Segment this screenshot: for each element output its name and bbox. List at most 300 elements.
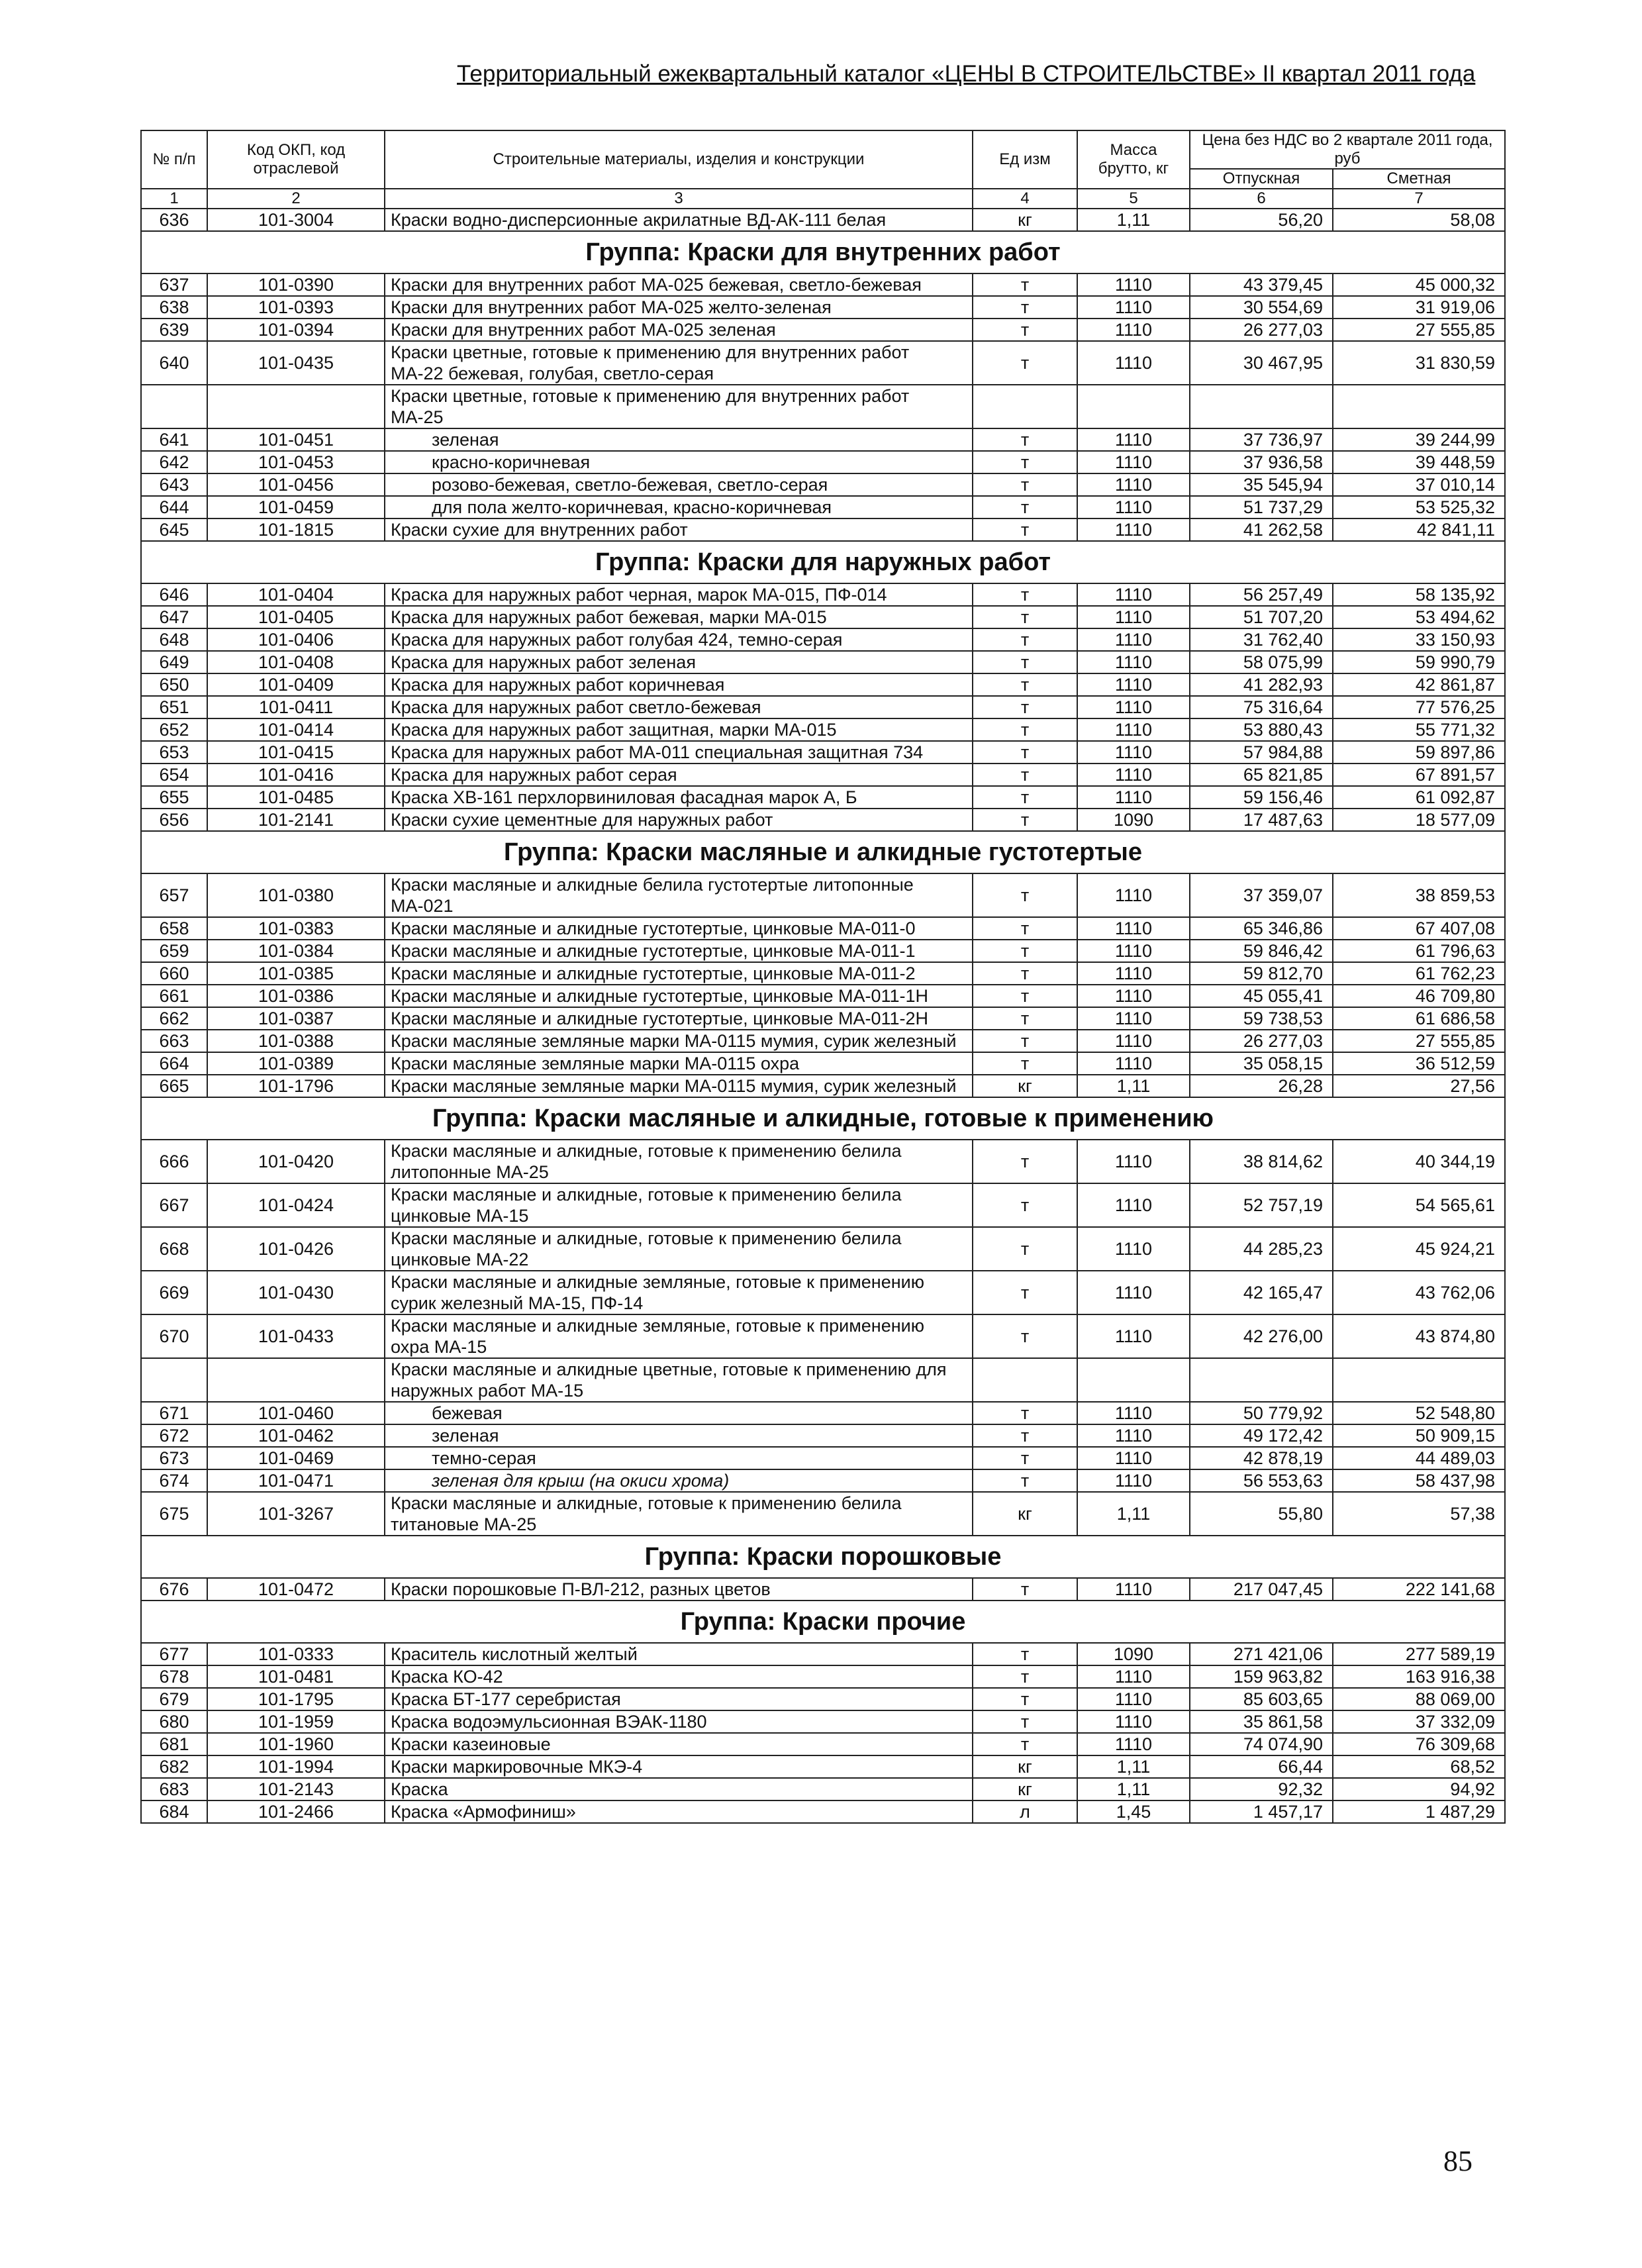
row-release-price: 59 738,53 <box>1190 1007 1333 1030</box>
row-code: 101-0389 <box>207 1052 385 1075</box>
row-release-price: 53 880,43 <box>1190 718 1333 741</box>
row-unit: т <box>973 341 1077 385</box>
table-row <box>141 496 1505 518</box>
row-code: 101-1795 <box>207 1688 385 1710</box>
row-name: Краски масляные и алкидные земляные, готовые к применению сурик железный МА-15, ПФ-14 <box>385 1271 973 1314</box>
row-release-price: 42 276,00 <box>1190 1314 1333 1358</box>
row-release-price: 43 379,45 <box>1190 273 1333 296</box>
row-name: Краски масляные и алкидные густотертые, цинковые МА-011-1Н <box>385 985 973 1007</box>
row-unit: т <box>973 1643 1077 1665</box>
table-row <box>141 451 1505 473</box>
row-name: Краски масляные и алкидные цветные, готовые к применению для наружных работ МА-15 <box>385 1358 973 1402</box>
row-estimate-price <box>1333 1358 1505 1402</box>
row-mass: 1,11 <box>1077 1778 1190 1800</box>
row-release-price: 49 172,42 <box>1190 1424 1333 1447</box>
row-unit: т <box>973 451 1077 473</box>
row-unit: т <box>973 628 1077 651</box>
row-unit <box>973 385 1077 428</box>
row-name: Краска водоэмульсионная ВЭАК-1180 <box>385 1710 973 1733</box>
group-title: Группа: Краски прочие <box>141 1601 1505 1643</box>
row-name: Краски для внутренних работ МА-025 зеленая <box>385 319 973 341</box>
row-number: 669 <box>141 1271 207 1314</box>
row-unit: т <box>973 696 1077 718</box>
col-num-header: № п/п <box>141 130 207 189</box>
group-header-row <box>141 1097 1505 1140</box>
row-estimate-price: 45 924,21 <box>1333 1227 1505 1271</box>
row-code: 101-0386 <box>207 985 385 1007</box>
row-mass: 1,11 <box>1077 209 1190 231</box>
group-header-row <box>141 831 1505 873</box>
row-unit: т <box>973 319 1077 341</box>
row-release-price: 42 878,19 <box>1190 1447 1333 1469</box>
row-name: Краски масляные и алкидные густотертые, цинковые МА-011-2Н <box>385 1007 973 1030</box>
row-unit: т <box>973 718 1077 741</box>
row-mass: 1090 <box>1077 1643 1190 1665</box>
row-number: 677 <box>141 1643 207 1665</box>
row-estimate-price: 163 916,38 <box>1333 1665 1505 1688</box>
row-release-price: 56,20 <box>1190 209 1333 231</box>
row-estimate-price: 39 448,59 <box>1333 451 1505 473</box>
row-number: 683 <box>141 1778 207 1800</box>
row-mass: 1110 <box>1077 1710 1190 1733</box>
table-row <box>141 518 1505 541</box>
row-code: 101-0380 <box>207 873 385 917</box>
row-name: зеленая <box>385 1424 973 1447</box>
row-unit: т <box>973 651 1077 673</box>
row-code: 101-1994 <box>207 1755 385 1778</box>
row-name: Краски масляные и алкидные белила густотертые литопонные МА-021 <box>385 873 973 917</box>
row-mass: 1110 <box>1077 1271 1190 1314</box>
row-mass: 1110 <box>1077 1314 1190 1358</box>
table-row <box>141 809 1505 831</box>
row-estimate-price: 42 861,87 <box>1333 673 1505 696</box>
row-code: 101-0384 <box>207 940 385 962</box>
row-release-price: 51 737,29 <box>1190 496 1333 518</box>
table-row <box>141 1402 1505 1424</box>
group-header-row <box>141 541 1505 583</box>
row-estimate-price: 88 069,00 <box>1333 1688 1505 1710</box>
table-row <box>141 1778 1505 1800</box>
row-name: Краски сухие цементные для наружных работ <box>385 809 973 831</box>
table-row <box>141 1052 1505 1075</box>
price-table-container <box>140 130 1504 1824</box>
row-estimate-price: 61 092,87 <box>1333 786 1505 809</box>
row-mass: 1110 <box>1077 985 1190 1007</box>
table-row <box>141 1688 1505 1710</box>
price-table <box>140 130 1506 1824</box>
row-release-price: 31 762,40 <box>1190 628 1333 651</box>
row-release-price: 17 487,63 <box>1190 809 1333 831</box>
row-unit: т <box>973 296 1077 319</box>
row-estimate-price: 55 771,32 <box>1333 718 1505 741</box>
row-estimate-price: 67 891,57 <box>1333 764 1505 786</box>
row-number: 668 <box>141 1227 207 1271</box>
row-mass: 1110 <box>1077 696 1190 718</box>
row-release-price: 271 421,06 <box>1190 1643 1333 1665</box>
col-mass-header: Масса брутто, кг <box>1077 130 1190 189</box>
row-name: Краситель кислотный желтый <box>385 1643 973 1665</box>
table-row <box>141 985 1505 1007</box>
table-row <box>141 583 1505 606</box>
row-name: Краска БТ-177 серебристая <box>385 1688 973 1710</box>
row-name: Краска для наружных работ голубая 424, темно-серая <box>385 628 973 651</box>
row-release-price: 51 707,20 <box>1190 606 1333 628</box>
row-estimate-price: 54 565,61 <box>1333 1183 1505 1227</box>
row-name: Краска для наружных работ коричневая <box>385 673 973 696</box>
row-name: Краски масляные и алкидные густотертые, цинковые МА-011-1 <box>385 940 973 962</box>
row-mass: 1,45 <box>1077 1800 1190 1823</box>
row-code: 101-0453 <box>207 451 385 473</box>
row-unit: т <box>973 673 1077 696</box>
row-number: 666 <box>141 1140 207 1183</box>
row-name: Краски масляные и алкидные густотертые, цинковые МА-011-0 <box>385 917 973 940</box>
row-number: 655 <box>141 786 207 809</box>
row-unit: кг <box>973 1755 1077 1778</box>
row-estimate-price: 38 859,53 <box>1333 873 1505 917</box>
row-release-price: 30 554,69 <box>1190 296 1333 319</box>
row-name: Краски для внутренних работ МА-025 желто-зеленая <box>385 296 973 319</box>
row-code: 101-0414 <box>207 718 385 741</box>
row-unit: т <box>973 1424 1077 1447</box>
table-row <box>141 1643 1505 1665</box>
row-release-price: 65 346,86 <box>1190 917 1333 940</box>
table-row <box>141 296 1505 319</box>
table-row <box>141 473 1505 496</box>
row-code: 101-0390 <box>207 273 385 296</box>
row-estimate-price: 31 919,06 <box>1333 296 1505 319</box>
row-name: Краски масляные и алкидные, готовые к применению белила цинковые МА-22 <box>385 1227 973 1271</box>
row-name: Краски масляные земляные марки МА-0115 охра <box>385 1052 973 1075</box>
row-name: Краски для внутренних работ МА-025 бежевая, светло-бежевая <box>385 273 973 296</box>
row-code: 101-3004 <box>207 209 385 231</box>
row-estimate-price: 68,52 <box>1333 1755 1505 1778</box>
row-code: 101-0430 <box>207 1271 385 1314</box>
row-mass: 1110 <box>1077 651 1190 673</box>
row-release-price: 59 846,42 <box>1190 940 1333 962</box>
row-estimate-price: 45 000,32 <box>1333 273 1505 296</box>
table-row <box>141 1710 1505 1733</box>
row-mass: 1110 <box>1077 496 1190 518</box>
row-release-price: 41 282,93 <box>1190 673 1333 696</box>
row-release-price: 55,80 <box>1190 1492 1333 1536</box>
row-estimate-price: 94,92 <box>1333 1778 1505 1800</box>
row-estimate-price: 31 830,59 <box>1333 341 1505 385</box>
row-name: Краска для наружных работ серая <box>385 764 973 786</box>
row-number: 679 <box>141 1688 207 1710</box>
row-unit: т <box>973 917 1077 940</box>
row-mass <box>1077 385 1190 428</box>
table-row <box>141 1733 1505 1755</box>
row-mass: 1110 <box>1077 518 1190 541</box>
table-row <box>141 341 1505 385</box>
row-name: красно-коричневая <box>385 451 973 473</box>
row-estimate-price: 58 437,98 <box>1333 1469 1505 1492</box>
table-row <box>141 1492 1505 1536</box>
row-code: 101-0459 <box>207 496 385 518</box>
table-row <box>141 1578 1505 1601</box>
row-code: 101-2141 <box>207 809 385 831</box>
row-number: 652 <box>141 718 207 741</box>
row-release-price: 65 821,85 <box>1190 764 1333 786</box>
row-name: Краски масляные и алкидные, готовые к применению белила цинковые МА-15 <box>385 1183 973 1227</box>
row-number: 657 <box>141 873 207 917</box>
column-index-row <box>141 189 1505 209</box>
group-header-row <box>141 1601 1505 1643</box>
row-code: 101-1815 <box>207 518 385 541</box>
row-estimate-price: 43 762,06 <box>1333 1271 1505 1314</box>
row-estimate-price: 58,08 <box>1333 209 1505 231</box>
row-estimate-price: 42 841,11 <box>1333 518 1505 541</box>
table-row <box>141 917 1505 940</box>
row-mass: 1110 <box>1077 1424 1190 1447</box>
row-code: 101-0333 <box>207 1643 385 1665</box>
row-release-price: 37 936,58 <box>1190 451 1333 473</box>
row-number: 665 <box>141 1075 207 1097</box>
row-estimate-price: 222 141,68 <box>1333 1578 1505 1601</box>
row-number <box>141 1358 207 1402</box>
row-mass: 1,11 <box>1077 1492 1190 1536</box>
table-row <box>141 1800 1505 1823</box>
row-unit: т <box>973 1140 1077 1183</box>
row-unit: т <box>973 962 1077 985</box>
col-release-header: Отпускная <box>1190 169 1333 189</box>
row-code: 101-0471 <box>207 1469 385 1492</box>
row-release-price: 58 075,99 <box>1190 651 1333 673</box>
row-unit: т <box>973 1183 1077 1227</box>
row-unit: т <box>973 1007 1077 1030</box>
table-row <box>141 696 1505 718</box>
row-estimate-price: 67 407,08 <box>1333 917 1505 940</box>
row-release-price: 30 467,95 <box>1190 341 1333 385</box>
row-name: Краска <box>385 1778 973 1800</box>
table-header <box>141 130 1505 209</box>
row-number: 639 <box>141 319 207 341</box>
row-number: 675 <box>141 1492 207 1536</box>
row-estimate-price: 39 244,99 <box>1333 428 1505 451</box>
row-unit: т <box>973 1271 1077 1314</box>
row-mass: 1110 <box>1077 1733 1190 1755</box>
row-mass: 1110 <box>1077 606 1190 628</box>
row-release-price: 26 277,03 <box>1190 1030 1333 1052</box>
col-unit-header: Ед изм <box>973 130 1077 189</box>
row-mass: 1110 <box>1077 741 1190 764</box>
row-unit: т <box>973 940 1077 962</box>
table-row <box>141 273 1505 296</box>
row-estimate-price: 27 555,85 <box>1333 1030 1505 1052</box>
row-number: 642 <box>141 451 207 473</box>
row-mass: 1110 <box>1077 1227 1190 1271</box>
row-number: 662 <box>141 1007 207 1030</box>
row-mass: 1110 <box>1077 296 1190 319</box>
group-header-row <box>141 1536 1505 1578</box>
row-estimate-price: 61 796,63 <box>1333 940 1505 962</box>
row-estimate-price: 57,38 <box>1333 1492 1505 1536</box>
row-unit: кг <box>973 1075 1077 1097</box>
row-unit: кг <box>973 209 1077 231</box>
table-row <box>141 786 1505 809</box>
row-release-price: 38 814,62 <box>1190 1140 1333 1183</box>
row-release-price: 37 736,97 <box>1190 428 1333 451</box>
row-number: 648 <box>141 628 207 651</box>
row-name: Краска для наружных работ бежевая, марки МА-015 <box>385 606 973 628</box>
row-estimate-price: 61 686,58 <box>1333 1007 1505 1030</box>
table-row <box>141 1183 1505 1227</box>
row-number: 659 <box>141 940 207 962</box>
row-unit: т <box>973 809 1077 831</box>
row-release-price: 41 262,58 <box>1190 518 1333 541</box>
table-row <box>141 873 1505 917</box>
page-number: 85 <box>1443 2145 1473 2177</box>
table-row <box>141 1075 1505 1097</box>
table-row <box>141 1227 1505 1271</box>
row-code: 101-1960 <box>207 1733 385 1755</box>
row-name: Краска для наружных работ МА-011 специальная защитная 734 <box>385 741 973 764</box>
table-row <box>141 1424 1505 1447</box>
row-number: 637 <box>141 273 207 296</box>
row-mass: 1110 <box>1077 873 1190 917</box>
row-name: Краски масляные и алкидные густотертые, цинковые МА-011-2 <box>385 962 973 985</box>
row-code: 101-0383 <box>207 917 385 940</box>
row-mass <box>1077 1358 1190 1402</box>
row-release-price: 37 359,07 <box>1190 873 1333 917</box>
row-estimate-price: 44 489,03 <box>1333 1447 1505 1469</box>
table-row <box>141 428 1505 451</box>
row-number: 664 <box>141 1052 207 1075</box>
row-code: 101-0462 <box>207 1424 385 1447</box>
row-release-price: 85 603,65 <box>1190 1688 1333 1710</box>
row-mass: 1110 <box>1077 1183 1190 1227</box>
row-unit: л <box>973 1800 1077 1823</box>
row-mass: 1110 <box>1077 1688 1190 1710</box>
row-estimate-price: 27 555,85 <box>1333 319 1505 341</box>
row-mass: 1110 <box>1077 764 1190 786</box>
row-name: Краски цветные, готовые к применению для внутренних работ МА-22 бежевая, голубая, светло-серая <box>385 341 973 385</box>
table-row <box>141 1755 1505 1778</box>
row-code: 101-0408 <box>207 651 385 673</box>
row-code <box>207 1358 385 1402</box>
row-unit: т <box>973 1030 1077 1052</box>
row-unit <box>973 1358 1077 1402</box>
row-number: 684 <box>141 1800 207 1823</box>
row-code: 101-0416 <box>207 764 385 786</box>
row-code: 101-3267 <box>207 1492 385 1536</box>
row-number: 650 <box>141 673 207 696</box>
row-number: 641 <box>141 428 207 451</box>
table-row <box>141 1271 1505 1314</box>
table-row <box>141 319 1505 341</box>
row-estimate-price: 46 709,80 <box>1333 985 1505 1007</box>
row-estimate-price: 59 897,86 <box>1333 741 1505 764</box>
column-index: 3 <box>385 189 973 209</box>
table-row <box>141 651 1505 673</box>
row-code: 101-0406 <box>207 628 385 651</box>
row-mass: 1,11 <box>1077 1755 1190 1778</box>
row-mass: 1110 <box>1077 319 1190 341</box>
row-number: 653 <box>141 741 207 764</box>
row-release-price: 45 055,41 <box>1190 985 1333 1007</box>
row-mass: 1110 <box>1077 1052 1190 1075</box>
table-row <box>141 1314 1505 1358</box>
row-number: 672 <box>141 1424 207 1447</box>
row-unit: кг <box>973 1778 1077 1800</box>
row-name: Краски казеиновые <box>385 1733 973 1755</box>
row-unit: т <box>973 496 1077 518</box>
table-row <box>141 764 1505 786</box>
table-body <box>141 209 1505 1823</box>
row-release-price: 50 779,92 <box>1190 1402 1333 1424</box>
row-code: 101-0387 <box>207 1007 385 1030</box>
row-unit: т <box>973 273 1077 296</box>
row-unit: т <box>973 1710 1077 1733</box>
row-number <box>141 385 207 428</box>
row-unit: т <box>973 1469 1077 1492</box>
row-unit: т <box>973 473 1077 496</box>
row-code: 101-1959 <box>207 1710 385 1733</box>
row-code: 101-0424 <box>207 1183 385 1227</box>
row-release-price: 35 545,94 <box>1190 473 1333 496</box>
row-estimate-price: 52 548,80 <box>1333 1402 1505 1424</box>
row-mass: 1090 <box>1077 809 1190 831</box>
row-mass: 1110 <box>1077 1140 1190 1183</box>
row-mass: 1110 <box>1077 451 1190 473</box>
table-row <box>141 718 1505 741</box>
row-name: Краски водно-дисперсионные акрилатные ВД-АК-111 белая <box>385 209 973 231</box>
row-release-price: 74 074,90 <box>1190 1733 1333 1755</box>
row-unit: т <box>973 1227 1077 1271</box>
table-row <box>141 741 1505 764</box>
row-unit: т <box>973 1402 1077 1424</box>
row-mass: 1110 <box>1077 1402 1190 1424</box>
col-price-group-header: Цена без НДС во 2 квартале 2011 года, руб <box>1190 130 1505 169</box>
row-mass: 1110 <box>1077 940 1190 962</box>
row-mass: 1,11 <box>1077 1075 1190 1097</box>
table-row <box>141 940 1505 962</box>
row-unit: т <box>973 1052 1077 1075</box>
row-code <box>207 385 385 428</box>
row-mass: 1110 <box>1077 473 1190 496</box>
row-mass: 1110 <box>1077 1469 1190 1492</box>
row-number: 676 <box>141 1578 207 1601</box>
row-name: Краска для наружных работ защитная, марки МА-015 <box>385 718 973 741</box>
row-mass: 1110 <box>1077 962 1190 985</box>
row-number: 661 <box>141 985 207 1007</box>
row-name: Краски масляные и алкидные, готовые к применению белила литопонные МА-25 <box>385 1140 973 1183</box>
row-name: Краски масляные и алкидные, готовые к применению белила титановые МА-25 <box>385 1492 973 1536</box>
row-name: Краски цветные, готовые к применению для внутренних работ МА-25 <box>385 385 973 428</box>
group-title: Группа: Краски для наружных работ <box>141 541 1505 583</box>
table-row <box>141 209 1505 231</box>
row-estimate-price: 40 344,19 <box>1333 1140 1505 1183</box>
row-number: 651 <box>141 696 207 718</box>
row-mass: 1110 <box>1077 583 1190 606</box>
row-number: 644 <box>141 496 207 518</box>
row-number: 682 <box>141 1755 207 1778</box>
row-number: 667 <box>141 1183 207 1227</box>
group-title: Группа: Краски масляные и алкидные густотертые <box>141 831 1505 873</box>
row-code: 101-0405 <box>207 606 385 628</box>
row-estimate-price: 43 874,80 <box>1333 1314 1505 1358</box>
row-unit: т <box>973 764 1077 786</box>
row-estimate-price: 37 332,09 <box>1333 1710 1505 1733</box>
group-header-row <box>141 231 1505 273</box>
row-number: 640 <box>141 341 207 385</box>
row-name: Краски сухие для внутренних работ <box>385 518 973 541</box>
row-unit: т <box>973 1733 1077 1755</box>
row-number: 663 <box>141 1030 207 1052</box>
table-row <box>141 628 1505 651</box>
row-estimate-price: 27,56 <box>1333 1075 1505 1097</box>
row-mass: 1110 <box>1077 673 1190 696</box>
